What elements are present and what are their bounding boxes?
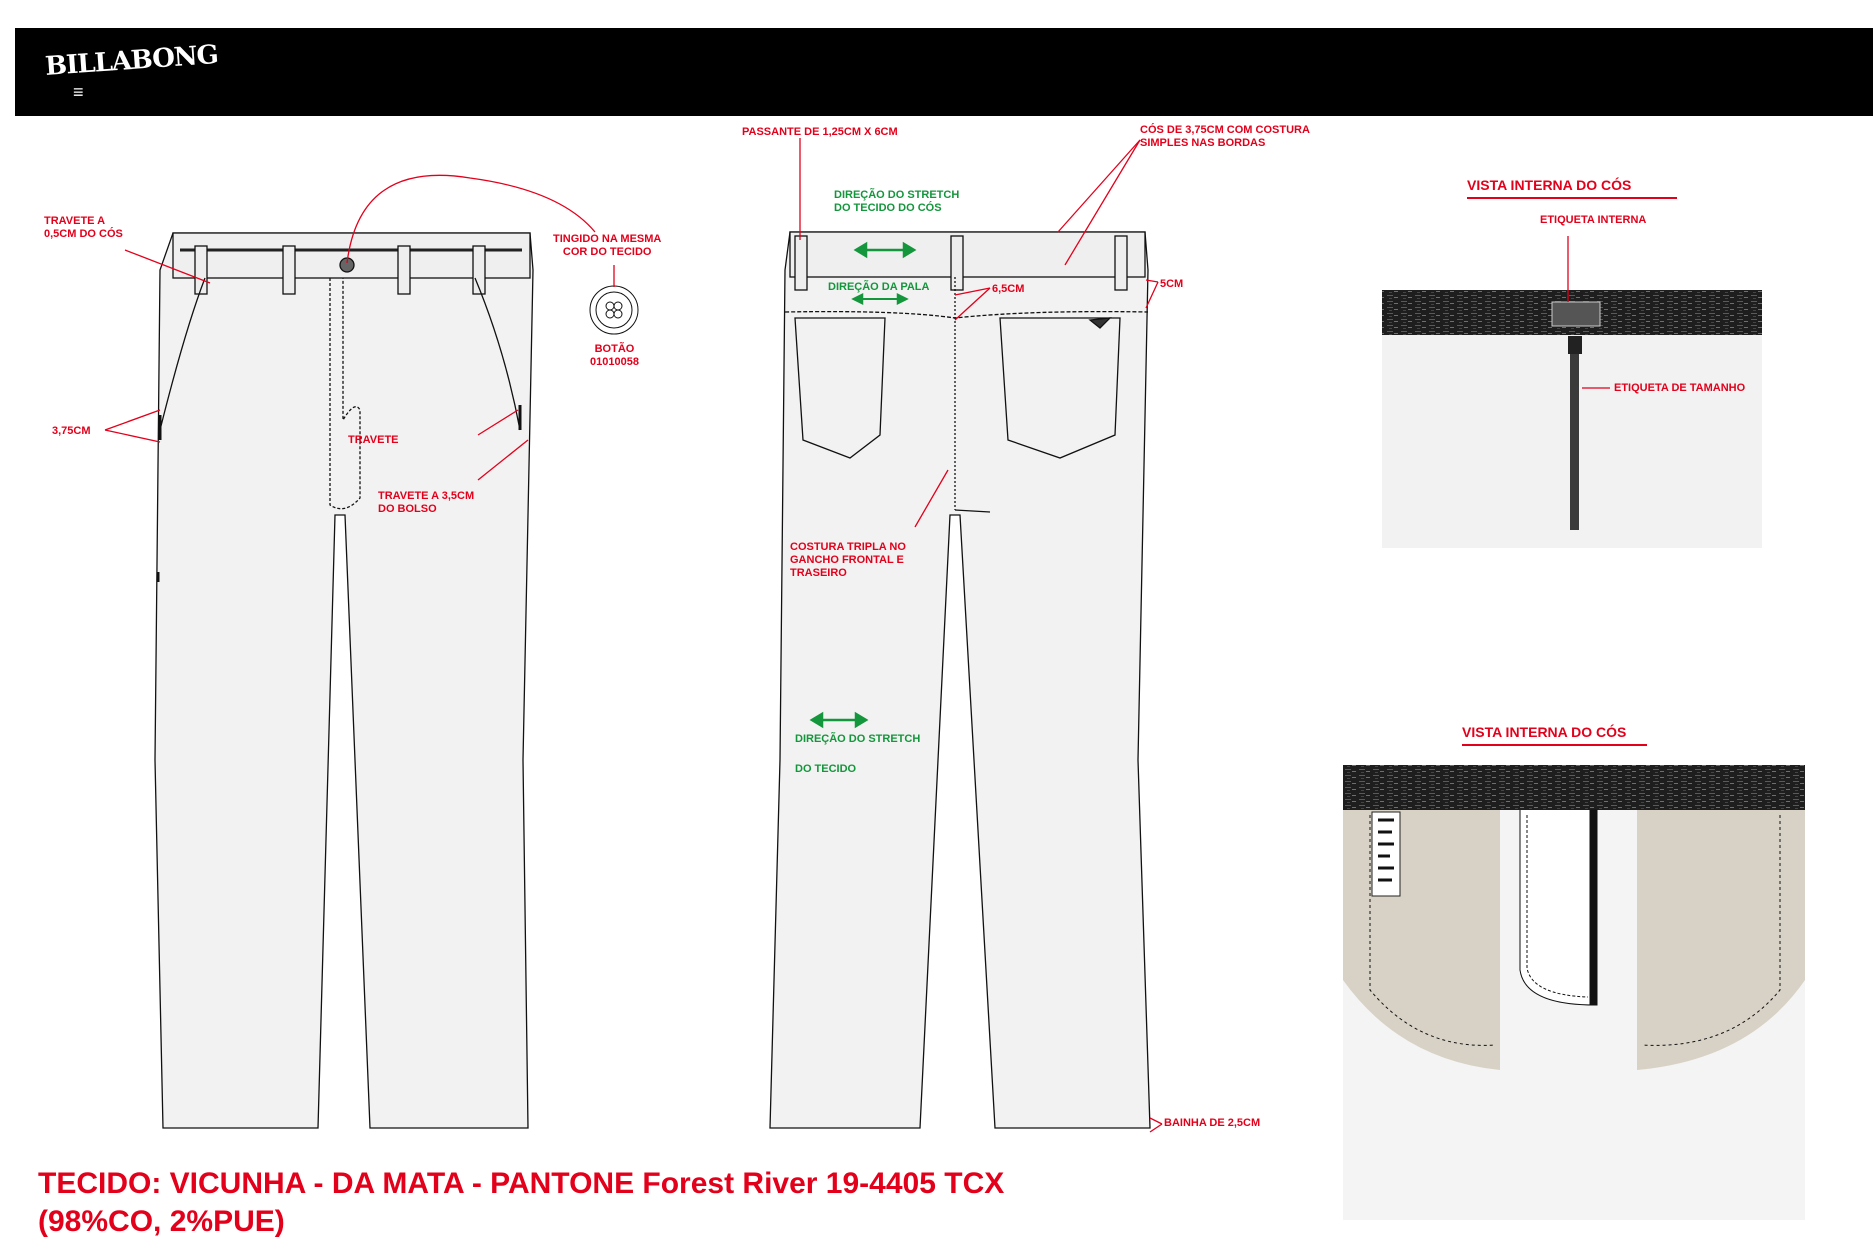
front-belt-loop [283,246,295,294]
back-belt-loop [795,236,807,290]
label-botao: BOTÃO 01010058 [590,343,639,368]
button-detail [590,286,638,334]
fabric-line-1: TECIDO: VICUNHA - DA MATA - PANTONE Forest River 19-4405 TCX [38,1167,1005,1200]
label-do-tecido: DO TECIDO [795,763,857,775]
label-costura-tripla: COSTURA TRIPLA NO GANCHO FRONTAL E TRASEIRO [790,541,906,579]
inner-label-icon [1552,302,1600,326]
label-direcao-pala: DIREÇÃO DA PALA [828,281,930,293]
brand-mark-icon: ≡ [73,82,84,102]
back-waistband [790,232,1145,277]
label-medida-375: 3,75CM [52,425,91,437]
back-pocket-right [1000,318,1120,458]
back-view [770,232,1150,1128]
fabric-spec [38,1165,1004,1241]
label-stretch-cos: DIREÇÃO DO STRETCH DO TECIDO DO CÓS [834,189,960,214]
inner-waistband-bottom [1343,765,1805,810]
label-stretch-tecido: DIREÇÃO DO STRETCH [795,733,921,745]
label-bainha: BAINHA DE 2,5CM [1164,1117,1261,1129]
inner-view-bottom [1343,765,1805,1220]
label-etiqueta-interna: ETIQUETA INTERNA [1540,214,1647,226]
front-belt-loop [195,246,207,294]
front-pants-outline [155,233,533,1128]
inner-top-title: VISTA INTERNA DO CÓS [1467,177,1677,199]
brand-logo: BILLABONG [44,40,219,82]
label-travete-cos: TRAVETE A 0,5CM DO CÓS [44,215,123,240]
care-label-icon [1372,812,1400,896]
label-passante: PASSANTE DE 1,25CM X 6CM [742,126,898,138]
size-label-icon [1568,336,1582,354]
label-medida-65: 6,5CM [992,283,1025,295]
label-travete: TRAVETE [348,434,399,446]
front-belt-loop [398,246,410,294]
label-etiqueta-tamanho: ETIQUETA DE TAMANHO [1614,382,1746,394]
inner-bottom-title: VISTA INTERNA DO CÓS [1462,724,1647,746]
front-view [155,233,533,1128]
label-tingido: TINGIDO NA MESMA COR DO TECIDO [553,233,662,258]
label-cos-costura: CÓS DE 3,75CM COM COSTURA SIMPLES NAS BORDAS [1140,124,1310,149]
label-medida-5: 5CM [1160,278,1184,290]
back-belt-loop [1115,236,1127,290]
label-travete-bolso: TRAVETE A 3,5CM DO BOLSO [378,490,475,515]
back-belt-loop [951,236,963,290]
back-pocket-left [795,318,885,458]
fly-shield [1520,810,1595,1005]
fabric-line-2: (98%CO, 2%PUE) [38,1205,285,1238]
